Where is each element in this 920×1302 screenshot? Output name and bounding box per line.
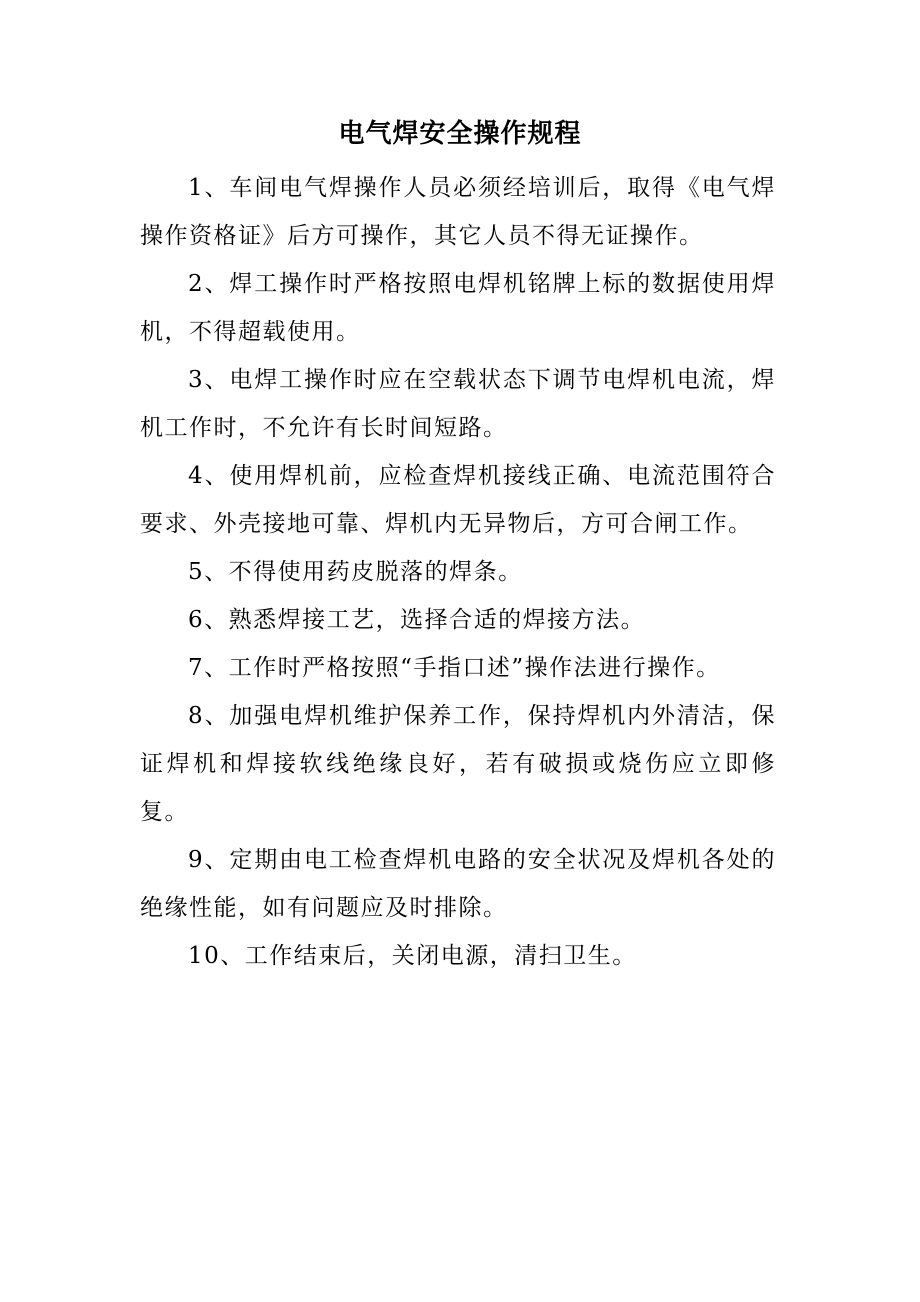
rule-item-8: 8、加强电焊机维护保养工作，保持焊机内外清洁，保证焊机和焊接软线绝缘良好，若有破损或烧伤应立即修复。: [140, 703, 776, 825]
rule-item-3: 3、电焊工操作时应在空载状态下调节电焊机电流，焊机工作时，不允许有长时间短路。: [140, 367, 776, 441]
rule-item-10: 10、工作结束后，关闭电源，清扫卫生。: [188, 943, 637, 969]
rule-item-5: 5、不得使用药皮脱落的焊条。: [188, 559, 523, 585]
rule-item-7: 7、工作时严格按照“手指口述”操作法进行操作。: [188, 655, 721, 681]
rule-item-1: 1、车间电气焊操作人员必须经培训后，取得《电气焊操作资格证》后方可操作，其它人员不得无证操作。: [140, 175, 776, 249]
rule-item-2: 2、焊工操作时严格按照电焊机铭牌上标的数据使用焊机，不得超载使用。: [140, 271, 776, 345]
rules-list: [140, 164, 776, 980]
document-title: 电气焊安全操作规程: [338, 119, 582, 149]
rule-item-6: 6、熟悉焊接工艺，选择合适的焊接方法。: [188, 607, 646, 633]
rule-item-9: 9、定期由电工检查焊机电路的安全状况及焊机各处的绝缘性能，如有问题应及时排除。: [140, 847, 776, 921]
rule-item-4: 4、使用焊机前，应检查焊机接线正确、电流范围符合要求、外壳接地可靠、焊机内无异物后，方可合闸工作。: [140, 463, 776, 537]
